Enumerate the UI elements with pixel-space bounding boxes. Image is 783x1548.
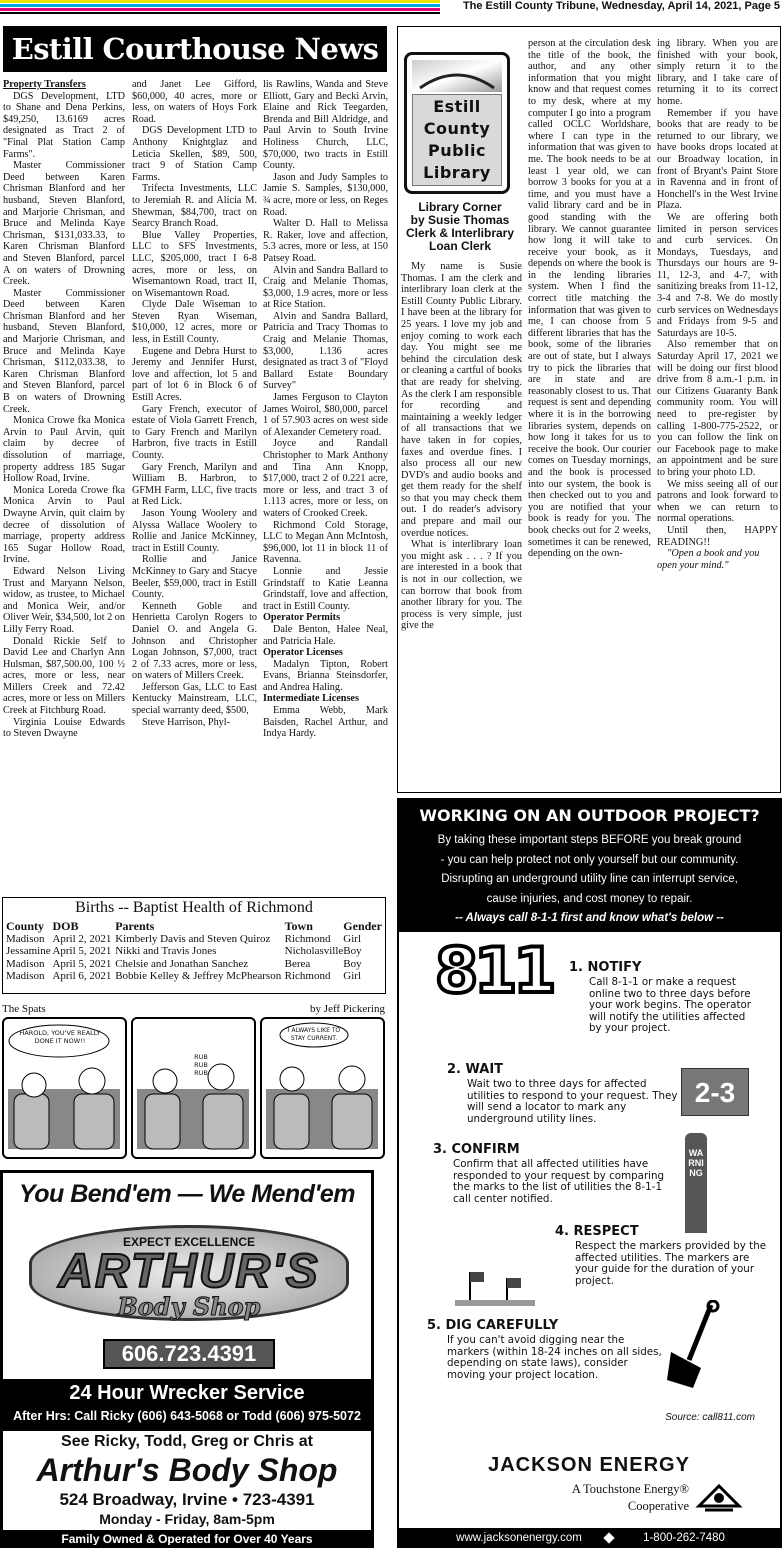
section-heading: Operator Licenses [263, 647, 343, 659]
paragraph: Kenneth Goble and Henrietta Carolyn Rogers to Daniel O. and Angela G. Johnson and Christopher Logan Johnson, $7,000, tract 2 of 7.33 acres, more or less, on waters of Millers Creek. [132, 600, 257, 682]
arthurs-address: 524 Broadway, Irvine • 723-4391 [59, 1490, 315, 1509]
step-heading: 4. RESPECT [555, 1224, 639, 1239]
paragraph: Richmond Cold Storage, LLC to Megan Ann McIntosh, $96,000, lot 11 in block 11 of Ravenna. [263, 519, 388, 566]
comic-title: The Spats [2, 1003, 46, 1015]
library-byline [400, 201, 520, 253]
paragraph: lis Rawlins, Wanda and Steve Elliott, Gary and Becki Arvin, Elaine and Rick Teegarden, Brenda and Bill Aldridge, and Paul Arvin to South Irvine Holiness Church, LLC, $70,000, two tracts in Estill County. [263, 79, 388, 172]
births-cell: April 5, 2021 [52, 945, 112, 957]
births-column-header: Town [284, 919, 313, 933]
paragraph: Emma Webb, Mark Baisden, Rachel Arthur, and Indya Hardy. [263, 705, 388, 740]
paragraph: Remember if you have books that are ready to be returned to our library, we have books drops located at our Broadway location, in front of Bryant's Paint Store in Ravenna and in front of Honchell's in the West Irvine Plaza. [657, 107, 778, 212]
paragraph: Gary French, executor of estate of Viola Garrett French, to Gary French and Marilyn Harbron, five tracts in Estill County. [132, 403, 257, 461]
paragraph: Walter D. Hall to Melissa R. Raker, love and affection, 5.3 acres, more or less, at 150 Patsey Road. [263, 218, 388, 264]
arthurs-see: See Ricky, Todd, Greg or Chris at [61, 1433, 313, 1450]
courthouse-column-2 [132, 79, 257, 889]
paragraph: person at the circulation desk the title of the book, the author, and any other information that you might know and that request comes to my desk, where at my computer I go into a program called OCLC Worldshare, where I can type in the information that was given to me. The book needs to be at least 1 year old, we can borrow 3 books for you at a time, and you must have a valid library card and be in good standing with the library. We cannot guarantee how long it will take to receive your book, as it depends on where the book is in the lending libraries system. When I find the correct title matching the information that was given to me, I can choose from 5 different libraries that has the book, some of the libraries are out of state, but I always try to pick the libraries that are in state and are reasonably closest to us. That request is sent and depending where it is in the borrowing libraries system, depends on how long it takes for us to receive the book. Our courier comes on Tuesday mornings, and the book is processed into our system, the book is then checked out to you and you are notified that your book is ready for you. The book checks out for 2 weeks, sometimes it can be renewed, depending on the own- [528, 38, 651, 560]
births-header-row [6, 920, 382, 933]
paragraph: Monica Crowe fka Monica Arvin to Paul Arvin, quit claim by decree of dissolution of marriage, property address 185 Sugar Hollow Road, Irvine. [3, 415, 125, 485]
arthurs-hours: Monday - Friday, 8am-5pm [99, 1511, 275, 1527]
arthurs-ad [0, 1170, 374, 1548]
step-text: Wait two to three days for affected utilities to respond to your request. They will send a locator to mark any underground utility lines. [467, 1078, 678, 1125]
byline-line: Clerk & Interlibrary [405, 226, 515, 240]
paragraph: Master Commissioner Deed between Karen Chrisman Blanford and her husband, Steven Blanford, and Marjorie Chrisman, and Bruce and Melinda Kaye Chrisman, $112,033.38, to Karen Chrisman Blanford and Steven Blanford, parcel B on waters of Drowning Creek. [3, 287, 125, 415]
paragraph: ing library. When you are finished with your book, simply return it to the library, and I take care of returning it to its correct home. [657, 38, 778, 107]
paragraph: DGS Development LTD to Anthony Knightglaz and Leticia Skellen, $89, 500, tract 9 of Station Camp Farms. [132, 125, 257, 183]
births-column-header: Parents [115, 919, 155, 933]
outdoor-intro-line: cause injuries, and cost money to repair. [486, 892, 693, 905]
paragraph: Master Commissioner Deed between Karen Chrisman Blanford and her husband, Steven Blanford, and Marjorie Chrisman, and Bruce and Melinda Kaye Chrisman, $131,033.33, to Karen Chrisman Blanford and Steven Blanford, parcel A on waters of Drowning Creek. [3, 160, 125, 288]
births-cell: April 6, 2021 [52, 970, 112, 982]
paragraph: We are offering both limited in person services and curb services. On Mondays, Tuesdays, and Thursdays our hours are 9-11, 12-3, and 4-7, with sanitizing breaks from 11-12, 3-4 and 7-8. We do mostly curb services on Wednesdays and Fridays from 9-5 and Saturdays are 10-5. [657, 211, 778, 339]
arthurs-phone: 606.723.4391 [121, 1341, 257, 1366]
jackson-website[interactable]: www.jacksonenergy.com [456, 1532, 582, 1544]
library-column-1 [401, 261, 522, 791]
births-column-header: Gender [343, 919, 382, 933]
811-logo-text: 811 [435, 934, 553, 1007]
outdoor-intro-line: By taking these important steps BEFORE you break ground [437, 834, 742, 846]
births-cell: Nikki and Travis Jones [115, 945, 217, 957]
section-heading: "Open a book and you open your mind." [657, 548, 760, 571]
births-cell: Boy [343, 945, 362, 957]
births-row [6, 933, 382, 946]
courthouse-title: Estill Courthouse News [11, 32, 379, 66]
paragraph: Rollie and Janice McKinney to Gary and Stacye Beeler, $59,000, tract in Estill County. [132, 554, 257, 601]
jackson-phone: 1-800-262-7480 [643, 1532, 725, 1544]
outdoor-intro-line: Disrupting an underground utility line can interrupt service, [441, 873, 738, 885]
births-cell: Richmond [284, 970, 331, 982]
births-cell: Nicholasville [284, 945, 344, 957]
step-heading: 1. NOTIFY [569, 960, 642, 975]
step-text: Respect the markers provided by the affected utilities. The markers are your guide for the duration of your project. [575, 1240, 767, 1287]
arthurs-logo [19, 1215, 359, 1325]
paragraph: Until then, HAPPY READING!! [657, 524, 778, 548]
paragraph: Virginia Louise Edwards to Steven Dwayne [3, 716, 125, 740]
touchstone-logo-icon [695, 1480, 743, 1514]
byline-line: by Susie Thomas [410, 213, 510, 227]
page-header: The Estill County Tribune, Wednesday, April 14, 2021, Page 5 [462, 0, 780, 12]
paragraph: Edward Nelson Living Trust and Maryann Nelson, widow, as trustee, to Michael and Monica Weir, and/or Oliver Weir, $34,500, lot 2 on Lilly Ferry Road. [3, 565, 125, 635]
outdoor-title: WORKING ON AN OUTDOOR PROJECT? [419, 806, 760, 825]
births-cell: April 5, 2021 [52, 957, 112, 970]
paragraph: My name is Susie Thomas. I am the clerk and interlibrary loan clerk at the Estill County Public Library. I have been at the library for 25 years. I love my job and enjoy coming to work each day. You might see me behind the circulation desk or cleaning a cartful of books that are ready for shelving. As the clerk I am responsible for recording and maintaining a weekly ledger of all transactions that we have taken in for copies, faxes and overdue fines. I also process all our new DVD's and audio books and get them ready for the shelf so that you may check them out. I do reader's advisory and prepare and mail our overdue notices. [401, 261, 522, 539]
births-row [6, 958, 382, 971]
sign-line-1: Estill [433, 97, 481, 116]
births-cell: Jessamine [6, 945, 51, 957]
library-sign [404, 52, 510, 194]
paragraph: Alvin and Sandra Ballard, Patricia and Tracy Thomas to Craig and Melanie Thomas, $3,000, 1.136 acres designated as tract 3 of "Floyd Ballard Estate Boundary Survey" [263, 310, 388, 392]
paragraph: Also remember that on Saturday April 17, 2021 we will be doing our first blood drive from 8 a.m.-1 p.m. in our Citizens Guaranty Bank community room. You will need to pre-register by calling 1-800-775-2522, or you can follow the link on our Facebook page to make an appointment and be sure to bring your photo I.D. [657, 339, 778, 478]
jackson-tagline-1: A Touchstone Energy® [571, 1482, 689, 1496]
paragraph: Eugene and Debra Hurst to Jeremy and Jennifer Hurst, love and affection, lot 5 and part of lot 6 in Block 6 of Estill Acres. [132, 345, 257, 404]
births-cell: April 2, 2021 [52, 932, 112, 945]
step-text: If you can't avoid digging near the markers (within 18-24 inches on all sides, depending on state laws), consider moving your project location. [447, 1334, 662, 1381]
jackson-company: JACKSON ENERGY [488, 1454, 690, 1476]
births-title: Births -- Baptist Health of Richmond [75, 899, 313, 916]
step-heading: 2. WAIT [447, 1062, 504, 1077]
step-heading: 5. DIG CAREFULLY [427, 1318, 559, 1333]
births-table [6, 920, 382, 983]
births-cell: Madison [6, 932, 45, 945]
811-logo [435, 934, 553, 1008]
comic-author: by Jeff Pickering [310, 1003, 385, 1015]
births-column-header: County [6, 919, 45, 933]
step-text: Confirm that all affected utilities have responded to your request by comparing the marks to the list of utilities the 8-1-1 call center notified. [453, 1158, 665, 1205]
sign-line-2: County [423, 119, 491, 138]
courthouse-column-3 [263, 79, 388, 889]
comic-strip [2, 1017, 386, 1159]
step-heading: 3. CONFIRM [433, 1142, 520, 1157]
comic-scene-2 [133, 1019, 254, 1157]
comic-panel-2 [131, 1017, 256, 1159]
library-column-2 [528, 38, 651, 790]
paragraph: Blue Valley Properties, LLC to SFS Investments, LLC, $205,000, tract I 6-8 acres, more or less, on Wisemantown Road, tract II, on Wisemantown Road. [132, 229, 257, 299]
births-cell: Boy [343, 957, 362, 970]
births-cell: Richmond [284, 932, 331, 945]
births-row [6, 945, 382, 958]
paragraph: Donald Rickie Self to David Lee and Charlyn Ann Hulsman, $87,500.00, 100 ½ acres, more or less, near Millers Creek and 72.42 acres, more or less on Millers Creek at Fitchburg Road. [3, 635, 125, 717]
arthurs-logo-sub: Body Shop [117, 1292, 261, 1321]
comic-bubble-3: I ALWAYS LIKE TO STAY CURRENT. [287, 1027, 341, 1042]
outdoor-intro-line: - you can help protect not only yourself but our community. [440, 853, 739, 866]
births-row [6, 970, 382, 983]
step-text: Call 8-1-1 or make a request online two to three days before your work begins. The operator will notify the utilities affected by your project. [589, 976, 752, 1034]
paragraph: Monica Loreda Crowe fka Monica Arvin to Paul Dwayne Arvin, quit claim by decree of dissolution of marriage, property address 165 Sugar Hollow Road, Irvine. [3, 484, 125, 566]
births-cell: Kimberly Davis and Steven Quiroz [115, 932, 271, 945]
arthurs-after-hours: After Hrs: Call Ricky (606) 643-5068 or Todd (606) 975-5072 [13, 1409, 361, 1423]
paragraph: Gary French, Marilyn and William B. Harbron, to GFMH Farm, LLC, five tracts at Red Lick. [132, 461, 257, 508]
paragraph: We miss seeing all of our patrons and look forward to when we can return to normal operations. [657, 478, 778, 525]
paragraph: DGS Development, LTD to Shane and Dena Perkins, $49,250, 13.6169 acres designated as Tract 2 of "Final Plat Station Camp Farms". [3, 90, 125, 160]
paragraph: Jason Young Woolery and Alyssa Wallace Woolery to Rollie and Janice McKinney, tract in Estill County. [132, 507, 257, 554]
outdoor-intro [399, 831, 780, 909]
arthurs-footer: Family Owned & Operated for Over 40 Years [3, 1530, 371, 1548]
arthurs-wrecker: 24 Hour Wrecker Service [69, 1382, 305, 1404]
arthurs-logo-name: ARTHUR'S [58, 1245, 320, 1298]
byline-line: Loan Clerk [428, 239, 491, 253]
comic-panel-1 [2, 1017, 127, 1159]
paragraph: Jefferson Gas, LLC to East Kentucky Mainstream, LLC, special warranty deed, $500, [132, 681, 257, 717]
paragraph: Trifecta Investments, LLC to Jeremiah R. and Alicia M. Shewman, $84,700, tract on Searcy Branch Road. [132, 183, 257, 230]
color-stripe [0, 0, 440, 14]
flags-icon [455, 1266, 535, 1306]
outdoor-ad [397, 798, 782, 1548]
births-cell: Girl [343, 970, 362, 982]
library-column-3 [657, 38, 778, 790]
warning-text: WARNING [688, 1148, 704, 1178]
paragraph: Clyde Dale Wiseman to Steven Ryan Wiseman, $10,000, 12 acres, more or less, in Estill County. [132, 299, 257, 346]
section-heading: Property Transfers [3, 79, 86, 90]
outdoor-call: -- Always call 8-1-1 first and know what's below -- [455, 912, 724, 924]
arthurs-headline: You Bend'em — We Mend'em [18, 1180, 356, 1208]
comic-panel-3 [260, 1017, 385, 1159]
library-roof-icon [412, 60, 502, 92]
section-heading: Operator Permits [263, 612, 341, 624]
births-cell: Berea [284, 957, 311, 970]
births-cell: Chelsie and Jonathan Sanchez [115, 957, 249, 970]
comic-sound-effect: RUB RUB RUB [194, 1053, 208, 1077]
births-cell: Bobbie Kelley & Jeffrey McPhearson [115, 970, 282, 982]
arthurs-name: Arthur's Body Shop [36, 1452, 338, 1488]
paragraph: Madalyn Tipton, Robert Evans, Brianna Steinsdorfer, and Andrea Haling. [263, 658, 388, 693]
courthouse-column-1 [3, 79, 125, 889]
paragraph: What is interlibrary loan you might ask . . . ? If you are interested in a book that is not in our collection, we can borrow that book from another library for you. The process is very simple, just give the [401, 539, 522, 632]
sign-line-4: Library [423, 163, 491, 182]
paragraph: Steve Harrison, Phyl- [142, 716, 230, 728]
paragraph: Dale Benton, Halee Neal, and Patricia Hale. [263, 623, 388, 647]
byline-line: Library Corner [418, 200, 502, 214]
sign-line-3: Public [427, 141, 487, 160]
section-heading: Intermediate Licenses [263, 693, 359, 705]
paragraph: Joyce and Randall Christopher to Mark Anthony and Tina Ann Knopp, $17,000, tract 2 of 0.221 acre, more or less, and tract 3 of 1.113 acres, more or less, on waters of Crooked Creek. [263, 438, 388, 519]
births-cell: Madison [6, 970, 45, 982]
comic-bubble-1: HAROLD, YOU'VE REALLY DONE IT NOW!! [19, 1029, 101, 1045]
births-column-header: DOB [52, 919, 79, 933]
paragraph: Alvin and Sandra Ballard to Craig and Melanie Thomas, $3,000, 1.9 acres, more or less at Rice Station. [263, 264, 388, 311]
paragraph: Lonnie and Jessie Grindstaff to Katie Leanna Grindstaff, love and affection, tract in Estill County. [263, 565, 388, 612]
arthurs-logo-tagline: EXPECT EXCELLENCE [122, 1235, 256, 1249]
shovel-icon [661, 1300, 761, 1390]
births-cell: Girl [343, 932, 362, 945]
paragraph: James Ferguson to Clayton James Woirol, $80,000, parcel 1 of 57.903 acres on west side of Alexander Cemetery road. [263, 392, 388, 438]
paragraph: and Janet Lee Gifford, $60,000, 40 acres, more or less, on waters of Hoys Fork Road. [132, 79, 257, 125]
source-label: Source: call811.com [665, 1412, 755, 1423]
paragraph: Jason and Judy Samples to Jamie S. Samples, $130,000, ¾ acre, more or less, on Reges Road. [263, 171, 388, 218]
jackson-tagline-2: Cooperative [627, 1499, 689, 1513]
calendar-text: 2-3 [694, 1077, 736, 1108]
births-cell: Madison [6, 957, 45, 970]
